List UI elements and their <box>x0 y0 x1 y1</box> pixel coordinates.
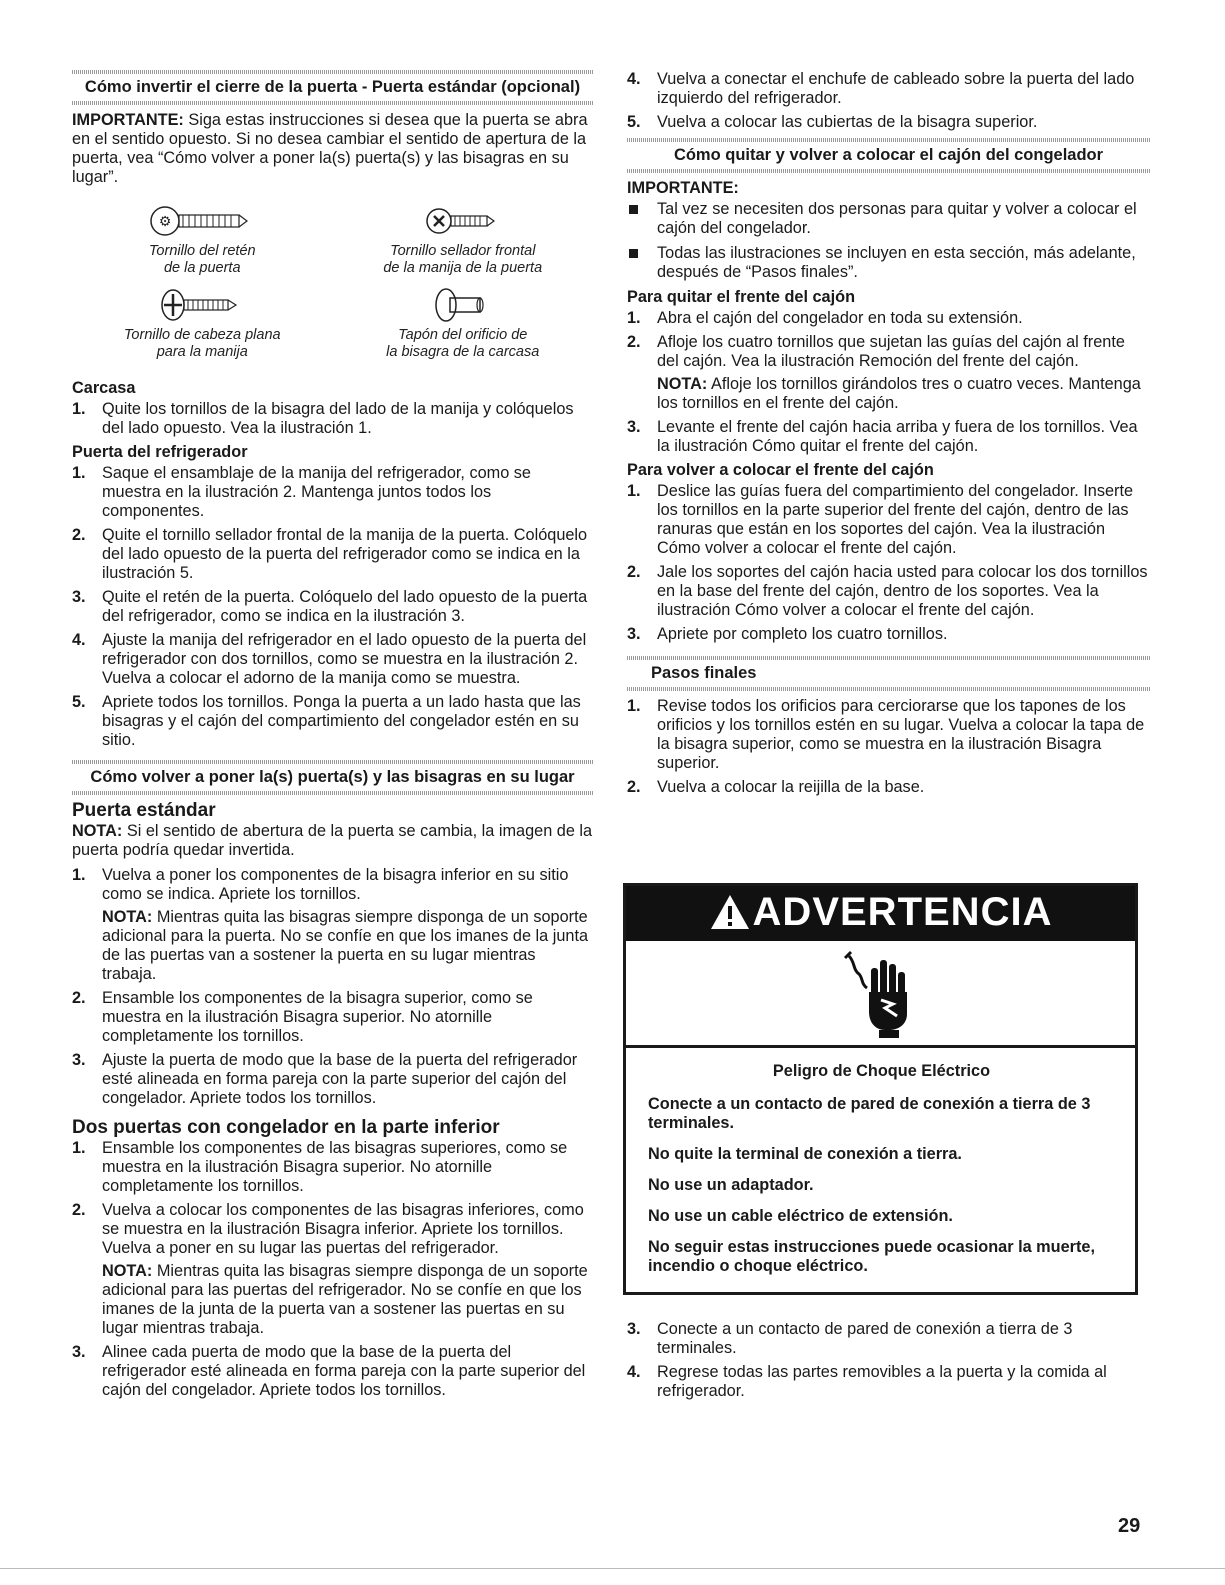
list-item <box>627 418 1150 456</box>
note-text: Mientras quita las bisagras siempre disponga de un soporte adicional para las puertas del refrigerador. No se confíe en que los imanes de la junta de la puerta van a sostener las puertas en su lugar mientras trabaja. <box>102 1262 588 1337</box>
caption-line: Tapón del orificio de <box>398 327 528 343</box>
step-number: 1. <box>72 400 86 418</box>
nota-paragraph <box>72 822 593 860</box>
after-warning-steps <box>627 1320 1150 1406</box>
list-item <box>627 625 1150 644</box>
step-text: Abra el cajón del congelador en toda su extensión. <box>657 309 1023 327</box>
hex-screw-icon <box>147 201 257 241</box>
carcasa-steps <box>72 400 593 438</box>
step-number: 1. <box>72 464 86 482</box>
caption-line: Tornillo del retén <box>148 243 256 259</box>
list-item <box>72 989 593 1046</box>
list-item <box>72 526 593 583</box>
right-column <box>627 70 1150 802</box>
replace-steps <box>627 482 1150 644</box>
step-text: Jale los soportes del cajón hacia usted para colocar los dos tornillos en la base del frente del cajón, dentro de los soportes. Vea la ilustración Cómo volver a colocar el frente del cajón. <box>657 563 1148 619</box>
list-item <box>627 1320 1150 1358</box>
step-text: Vuelva a colocar la reijilla de la base. <box>657 778 925 796</box>
step-number: 3. <box>627 1320 641 1338</box>
step-number: 1. <box>72 866 86 884</box>
step-number: 2. <box>72 526 86 544</box>
page-number: 29 <box>1118 1515 1141 1537</box>
list-item <box>72 464 593 521</box>
step-text: Ensamble los componentes de la bisagra superior, como se muestra en la ilustración Bisagra superior. No atornille completamente los tornillos. <box>102 989 533 1045</box>
list-item <box>72 1201 593 1338</box>
step-text: Apriete por completo los cuatro tornillos. <box>657 625 948 643</box>
step-text: Levante el frente del cajón hacia arriba y fuera de los tornillos. Vea la ilustración Cómo quitar el frente del cajón. <box>657 418 1138 455</box>
list-item <box>72 1343 593 1400</box>
step-number: 4. <box>627 70 641 88</box>
step-text: Ajuste la manija del refrigerador en el lado opuesto de la puerta del refrigerador con dos tornillos, como se muestra en la ilustración 2. Vuelva a colocar el adorno de la manija como se muestra. <box>102 631 587 687</box>
step-number: 5. <box>627 113 641 131</box>
important-paragraph <box>72 111 593 187</box>
step-number: 3. <box>72 1051 86 1069</box>
step-text: Afloje los cuatro tornillos que sujetan las guías del cajón al frente del cajón. Vea la ilustración Remoción del frente del cajón. <box>657 333 1125 370</box>
remove-steps <box>627 309 1150 456</box>
step-text: Quite el tornillo sellador frontal de la manija de la puerta. Colóquelo del lado opuesto de la puerta del refrigerador como se indica en la ilustración 5. <box>102 526 588 582</box>
warning-icon-area <box>626 941 1135 1048</box>
hinge-plug <box>333 285 594 361</box>
step-text: Revise todos los orificios para cerciorarse que los tapones de los orificios y los tornillos estén en su lugar. Vuelva a colocar la tapa de la bisagra superior, como se muestra en la ilustración Bisagra superior. <box>657 697 1145 772</box>
warning-line: No use un adaptador. <box>648 1176 814 1194</box>
screw-illustrations <box>72 201 593 361</box>
warning-triangle-icon <box>709 893 751 931</box>
step-number: 1. <box>72 1139 86 1157</box>
puerta-steps <box>72 464 593 750</box>
bottom-rule <box>0 1568 1225 1569</box>
section-heading-invert-door: Cómo invertir el cierre de la puerta - Puerta estándar (opcional) <box>72 70 593 105</box>
note-label: NOTA: <box>102 1262 153 1280</box>
step-text: Regrese todas las partes removibles a la puerta y la comida al refrigerador. <box>657 1363 1107 1400</box>
final-steps <box>627 697 1150 797</box>
step-text: Deslice las guías fuera del compartimiento del congelador. Inserte los tornillos en la parte superior del frente del cajón, dentro de las ranuras que están en los soportes del cajón. Vea la ilustración Cómo volver a colocar el frente del cajón. <box>657 482 1134 557</box>
step-number: 2. <box>72 1201 86 1219</box>
list-item <box>627 482 1150 558</box>
list-item <box>72 400 593 438</box>
warning-line: No use un cable eléctrico de extensión. <box>648 1207 953 1225</box>
step-note <box>102 908 593 984</box>
step-text: Apriete todos los tornillos. Ponga la puerta a un lado hasta que las bisagras y el cajón del compartimiento del congelador estén en su sitio. <box>102 693 581 749</box>
hazard-title: Peligro de Choque Eléctrico <box>772 1062 991 1080</box>
step-text: Vuelva a colocar las cubiertas de la bisagra superior. <box>657 113 1038 131</box>
screw-front-seal <box>333 201 594 277</box>
list-item <box>627 309 1150 328</box>
step-number: 3. <box>627 418 641 436</box>
electric-shock-hand-icon <box>841 948 921 1038</box>
list-item <box>627 113 1150 132</box>
left-column <box>72 70 593 1405</box>
cross-screw-icon <box>423 201 503 241</box>
step-number: 3. <box>72 1343 86 1361</box>
bullet-text: Tal vez se necesiten dos personas para quitar y volver a colocar el cajón del congelador. <box>657 200 1137 237</box>
screw-door-stop <box>72 201 333 277</box>
subheading-puerta: Puerta del refrigerador <box>72 443 248 461</box>
list-item <box>627 70 1150 108</box>
step-text: Quite los tornillos de la bisagra del lado de la manija y colóquelos del lado opuesto. Vea la ilustración 1. <box>102 400 574 437</box>
step-number: 2. <box>627 563 641 581</box>
warning-heading: ADVERTENCIA <box>752 889 1053 934</box>
step-text: Ensamble los componentes de las bisagras superiores, como se muestra en la ilustración Bisagra superior. No atornille completamente los tornillos. <box>102 1139 568 1195</box>
caption-line: Tornillo de cabeza plana <box>123 327 281 343</box>
step-number: 5. <box>72 693 86 711</box>
list-item <box>72 866 593 984</box>
section-heading-final-steps: Pasos finales <box>627 656 1150 691</box>
important-label: IMPORTANTE: <box>627 179 739 197</box>
note-text: Mientras quita las bisagras siempre disponga de un soporte adicional para la puerta. No se confíe en que los imanes de la junta de las puertas van a sostener la puerta en su lugar mientras trabaja. <box>102 908 589 983</box>
step-note <box>102 1262 593 1338</box>
step-text: Quite el retén de la puerta. Colóquelo del lado opuesto de la puerta del refrigerador, como se indica en la ilustración 3. <box>102 588 588 625</box>
subheading-replace-drawer: Para volver a colocar el frente del cajón <box>627 461 934 479</box>
subheading-remove-drawer: Para quitar el frente del cajón <box>627 288 856 306</box>
nota-label: NOTA: <box>72 822 123 840</box>
list-item <box>627 244 1150 282</box>
list-item <box>72 631 593 688</box>
step-text: Vuelva a poner los componentes de la bisagra inferior en su sitio como se indica. Apriete los tornillos. <box>102 866 569 903</box>
important-bullets <box>627 200 1150 282</box>
step-number: 1. <box>627 309 641 327</box>
caption-line: la bisagra de la carcasa <box>386 344 540 360</box>
bottom-freezer-steps <box>72 1139 593 1400</box>
continued-steps <box>627 70 1150 132</box>
step-note <box>657 375 1150 413</box>
list-item <box>627 563 1150 620</box>
list-item <box>72 1139 593 1196</box>
step-number: 1. <box>627 482 641 500</box>
important-label: IMPORTANTE: <box>72 111 184 129</box>
closing-steps <box>627 1320 1150 1401</box>
step-number: 4. <box>627 1363 641 1381</box>
heading-standard-door: Puerta estándar <box>72 800 216 821</box>
step-number: 4. <box>72 631 86 649</box>
subheading-carcasa: Carcasa <box>72 379 136 397</box>
warning-line: Conecte a un contacto de pared de conexión a tierra de 3 terminales. <box>648 1095 1091 1132</box>
caption-line: de la manija de la puerta <box>383 260 543 276</box>
section-heading-freezer-drawer: Cómo quitar y volver a colocar el cajón del congelador <box>627 138 1150 173</box>
list-item <box>72 1051 593 1108</box>
caption-line: de la puerta <box>163 260 241 276</box>
step-text: Vuelva a colocar los componentes de las bisagras inferiores, como se muestra en la ilustración Bisagra inferior. Apriete los tornillos. Vuelva a poner en su lugar las puertas del refrigerador. <box>102 1201 584 1257</box>
section-heading-replace-doors: Cómo volver a poner la(s) puerta(s) y las bisagras en su lugar <box>72 760 593 795</box>
svg-text:⚙: ⚙ <box>158 214 172 230</box>
list-item <box>627 1363 1150 1401</box>
warning-box <box>623 883 1138 1295</box>
warning-line: No seguir estas instrucciones puede ocasionar la muerte, incendio o choque eléctrico. <box>648 1238 1095 1275</box>
bullet-text: Todas las ilustraciones se incluyen en esta sección, más adelante, después de “Pasos finales”. <box>657 244 1136 281</box>
note-label: NOTA: <box>657 375 708 393</box>
heading-bottom-freezer: Dos puertas con congelador en la parte inferior <box>72 1117 500 1138</box>
list-item <box>627 200 1150 238</box>
list-item <box>72 693 593 750</box>
list-item <box>627 697 1150 773</box>
step-number: 1. <box>627 697 641 715</box>
warning-body <box>626 1048 1135 1276</box>
plug-icon <box>428 285 498 325</box>
caption-line: Tornillo sellador frontal <box>390 243 536 259</box>
nota-text: Si el sentido de abertura de la puerta se cambia, la imagen de la puerta podría quedar invertida. <box>72 822 593 859</box>
step-number: 3. <box>72 588 86 606</box>
caption-line: para la manija <box>156 344 248 360</box>
step-text: Ajuste la puerta de modo que la base de la puerta del refrigerador esté alineada en forma pareja con la parte superior del cajón del congelador. Apriete todos los tornillos. <box>102 1051 578 1107</box>
note-text: Afloje los tornillos girándolos tres o cuatro veces. Mantenga los tornillos en el frente del cajón. <box>657 375 1141 412</box>
step-text: Alinee cada puerta de modo que la base de la puerta del refrigerador esté alineada en forma pareja con la parte superior del cajón del congelador. Apriete todos los tornillos. <box>102 1343 586 1399</box>
warning-header <box>626 886 1135 941</box>
step-number: 2. <box>72 989 86 1007</box>
screw-flat-head <box>72 285 333 361</box>
list-item <box>72 588 593 626</box>
list-item <box>627 778 1150 797</box>
warning-line: No quite la terminal de conexión a tierra. <box>648 1145 962 1163</box>
phillips-screw-icon <box>157 285 247 325</box>
list-item <box>627 333 1150 413</box>
step-text: Vuelva a conectar el enchufe de cableado sobre la puerta del lado izquierdo del refrigerador. <box>657 70 1135 107</box>
step-number: 2. <box>627 778 641 796</box>
step-text: Conecte a un contacto de pared de conexión a tierra de 3 terminales. <box>657 1320 1073 1357</box>
step-number: 2. <box>627 333 641 351</box>
standard-steps <box>72 866 593 1108</box>
step-number: 3. <box>627 625 641 643</box>
note-label: NOTA: <box>102 908 153 926</box>
important-text: Siga estas instrucciones si desea que la puerta se abra en el sentido opuesto. Si no desea cambiar el sentido de apertura de la puerta, vea “Cómo volver a poner la(s) puerta(s) y las bisagras en su lugar”. <box>72 111 588 186</box>
step-text: Saque el ensamblaje de la manija del refrigerador, como se muestra en la ilustración 2. Mantenga juntos todos los componentes. <box>102 464 531 520</box>
